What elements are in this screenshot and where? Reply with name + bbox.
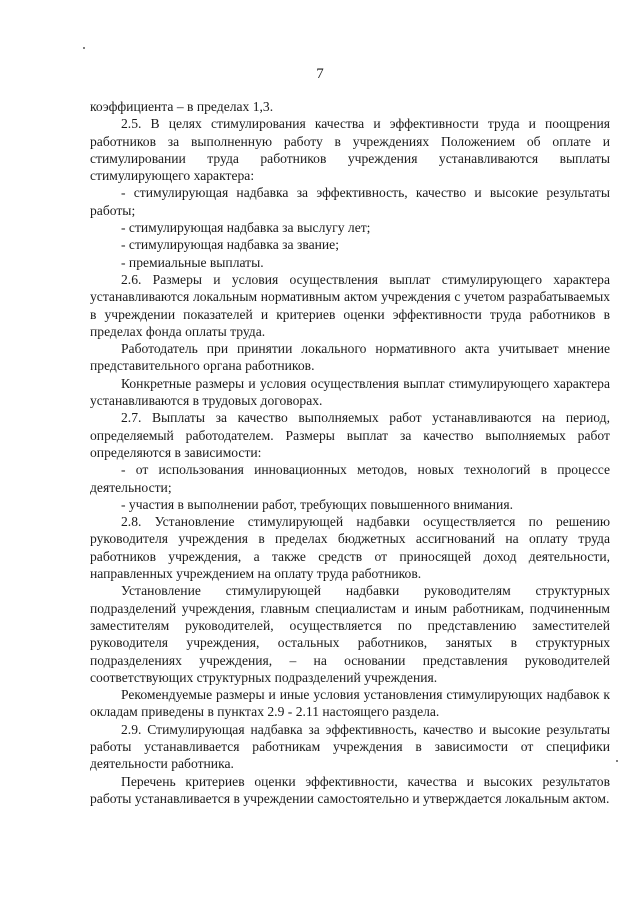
scan-speck <box>83 47 85 49</box>
paragraph: Работодатель при принятии локального нормативного акта учитывает мнение представительного органа работников. <box>90 341 610 374</box>
paragraph: 2.7. Выплаты за качество выполняемых работ устанавливаются на период, определяемый работодателем. Размеры выплат за качество выполняемых работ определяются в зависимости: <box>90 410 610 460</box>
paragraph: Конкретные размеры и условия осуществления выплат стимулирующего характера устанавливаются в трудовых договорах. <box>90 375 610 409</box>
paragraph: Перечень критериев оценки эффективности, качества и высоких результатов работы устанавливается в учреждении самостоятельно и утверждается локальным актом. <box>90 773 610 806</box>
paragraph: - от использования инновационных методов, новых технологий в процессе деятельности; <box>90 462 610 495</box>
paragraph: 2.8. Установление стимулирующей надбавки осуществляется по решению руководителя учреждения в пределах бюджетных ассигнований на оплату труда работников учреждения, а также средств от приносящей доход деятельности, направленных учреждением на оплату труда работников. <box>90 514 610 582</box>
page-number: 7 <box>316 66 324 82</box>
paragraph: - премиальные выплаты. <box>121 254 264 270</box>
document-body <box>90 98 610 807</box>
paragraph: - стимулирующая надбавка за эффективность, качество и высокие результаты работы; <box>90 185 610 218</box>
paragraph: - стимулирующая надбавка за звание; <box>121 237 339 253</box>
paragraph: - стимулирующая надбавка за выслугу лет; <box>121 220 371 236</box>
paragraph: - участия в выполнении работ, требующих повышенного внимания. <box>121 496 513 512</box>
paragraph: коэффициента – в пределах 1,3. <box>90 99 274 114</box>
paragraph: 2.9. Стимулирующая надбавка за эффективность, качество и высокие результаты работы устанавливается работникам учреждения в зависимости от специфики деятельности работника. <box>90 721 610 772</box>
paragraph: Установление стимулирующей надбавки руководителям структурных подразделений учреждения, главным специалистам и иным работникам, подчиненным заместителям руководителей, осуществляется по представлению заместителей руководителя учреждения, остальных работников, занятых в структурных подразделениях учреждения, – на основании представления руководителей соответствующих структурных подразделений учреждения. <box>90 583 610 685</box>
scan-speck <box>616 760 618 762</box>
paragraph: Рекомендуемые размеры и иные условия установления стимулирующих надбавок к окладам приведены в пунктах 2.9 - 2.11 настоящего раздела. <box>90 687 610 720</box>
paragraph: 2.5. В целях стимулирования качества и эффективности труда и поощрения работников за выполненную работу в учреждениях Положением об оплате и стимулировании труда работников учреждения устанавливаются выплаты стимулирующего характера: <box>90 116 610 184</box>
paragraph: 2.6. Размеры и условия осуществления выплат стимулирующего характера устанавливаются локальным нормативным актом учреждения с учетом разрабатываемых в учреждении показателей и критериев оценки эффективности труда работников в пределах фонда оплаты труда. <box>90 271 610 339</box>
